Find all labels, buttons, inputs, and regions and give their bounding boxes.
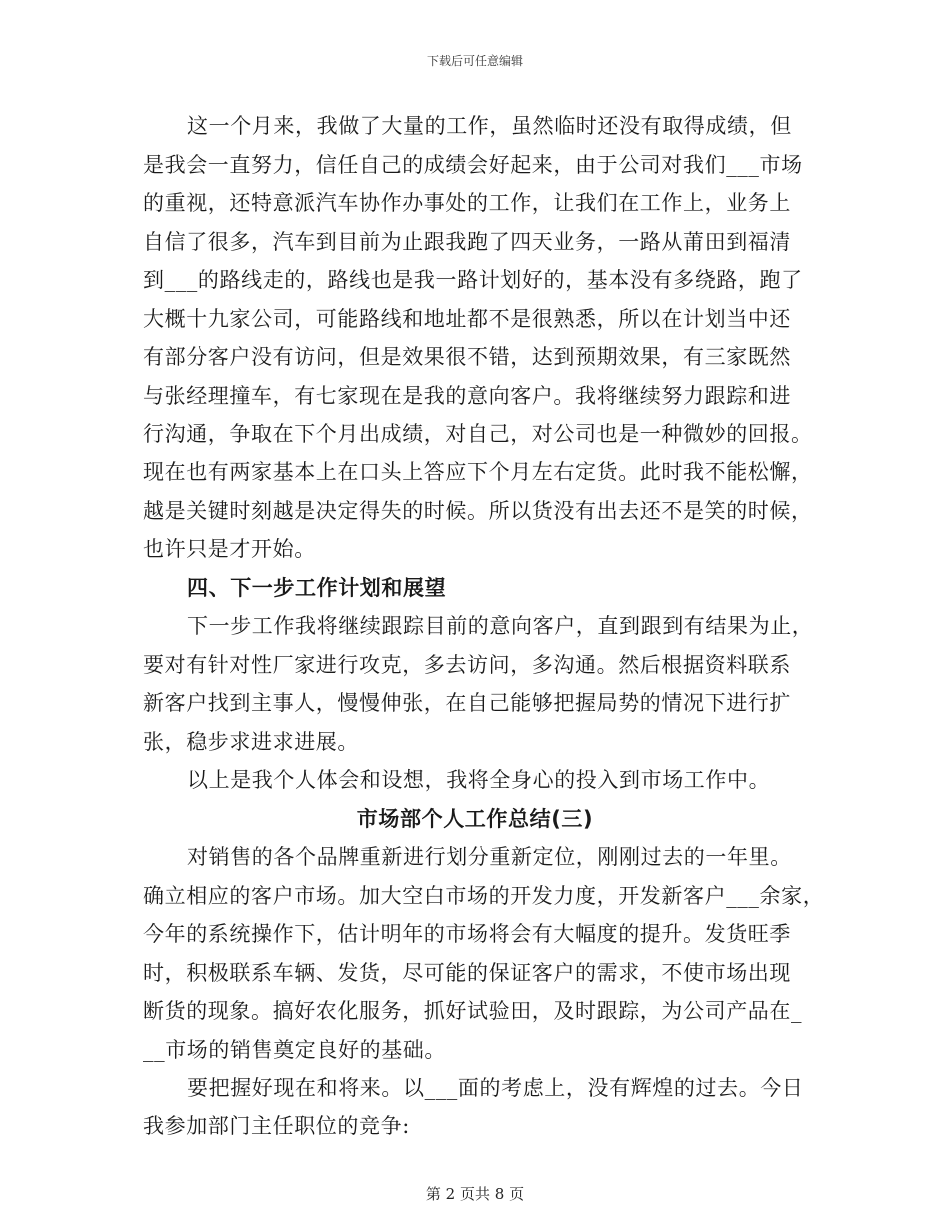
section-heading: 四、下一步工作计划和展望 <box>187 576 447 600</box>
paragraph-line: __市场的销售奠定良好的基础。 <box>143 1038 446 1062</box>
paragraph-line: 断货的现象。搞好农化服务，抓好试验田，及时跟踪，为公司产品在_ <box>143 999 803 1023</box>
paragraph-line: 下一步工作我将继续跟踪目前的意向客户，直到跟到有结果为止， <box>187 614 814 638</box>
paragraph-line: 到___的路线走的，路线也是我一路计划好的，基本没有多绕路，跑了 <box>143 268 803 292</box>
paragraph-line: 新客户找到主事人，慢慢伸张，在自己能够把握局势的情况下进行扩 <box>143 691 791 715</box>
paragraph-line: 现在也有两家基本上在口头上答应下个月左右定货。此时我不能松懈， <box>143 460 813 484</box>
page-header: 下载后可任意编辑 <box>426 54 523 68</box>
paragraph-line: 有部分客户没有访问，但是效果很不错，达到预期效果，有三家既然 <box>143 345 791 369</box>
paragraph-line: 行沟通，争取在下个月出成绩，对自己，对公司也是一种微妙的回报。 <box>143 422 813 446</box>
paragraph-line: 的重视，还特意派汽车协作办事处的工作，让我们在工作上，业务上 <box>143 191 791 215</box>
paragraph-line: 我参加部门主任职位的竞争: <box>143 1114 410 1138</box>
document-title: 市场部个人工作总结(三) <box>356 807 594 831</box>
paragraph-line: 自信了很多，汽车到目前为止跟我跑了四天业务，一路从莆田到福清 <box>143 230 791 254</box>
paragraph-line: 要对有针对性厂家进行攻克，多去访问，多沟通。然后根据资料联系 <box>143 653 791 677</box>
paragraph-line: 确立相应的客户市场。加大空白市场的开发力度，开发新客户___余家， <box>143 884 825 908</box>
paragraph-line: 时，积极联系车辆、发货，尽可能的保证客户的需求，不使市场出现 <box>143 961 791 985</box>
paragraph-line: 要把握好现在和将来。以___面的考虑上，没有辉煌的过去。今日 <box>187 1076 804 1100</box>
paragraph-line: 也许只是才开始。 <box>143 537 316 561</box>
paragraph-line: 这一个月来，我做了大量的工作，虽然临时还没有取得成绩，但 <box>187 114 792 138</box>
paragraph-line: 大概十九家公司，可能路线和地址都不是很熟悉，所以在计划当中还 <box>143 307 791 331</box>
paragraph-line: 与张经理撞车，有七家现在是我的意向客户。我将继续努力跟踪和进 <box>143 384 791 408</box>
paragraph-line: 张，稳步求进求进展。 <box>143 730 359 754</box>
paragraph-line: 对销售的各个品牌重新进行划分重新定位，刚刚过去的一年里。 <box>187 845 792 869</box>
paragraph-line: 今年的系统操作下，估计明年的市场将会有大幅度的提升。发货旺季 <box>143 922 791 946</box>
paragraph-line: 越是关键时刻越是决定得失的时候。所以货没有出去还不是笑的时候， <box>143 499 813 523</box>
page-footer: 第 2 页共 8 页 <box>425 1185 525 1203</box>
paragraph-line: 是我会一直努力，信任自己的成绩会好起来，由于公司对我们___市场 <box>143 153 803 177</box>
paragraph-line: 以上是我个人体会和设想，我将全身心的投入到市场工作中。 <box>187 768 771 792</box>
